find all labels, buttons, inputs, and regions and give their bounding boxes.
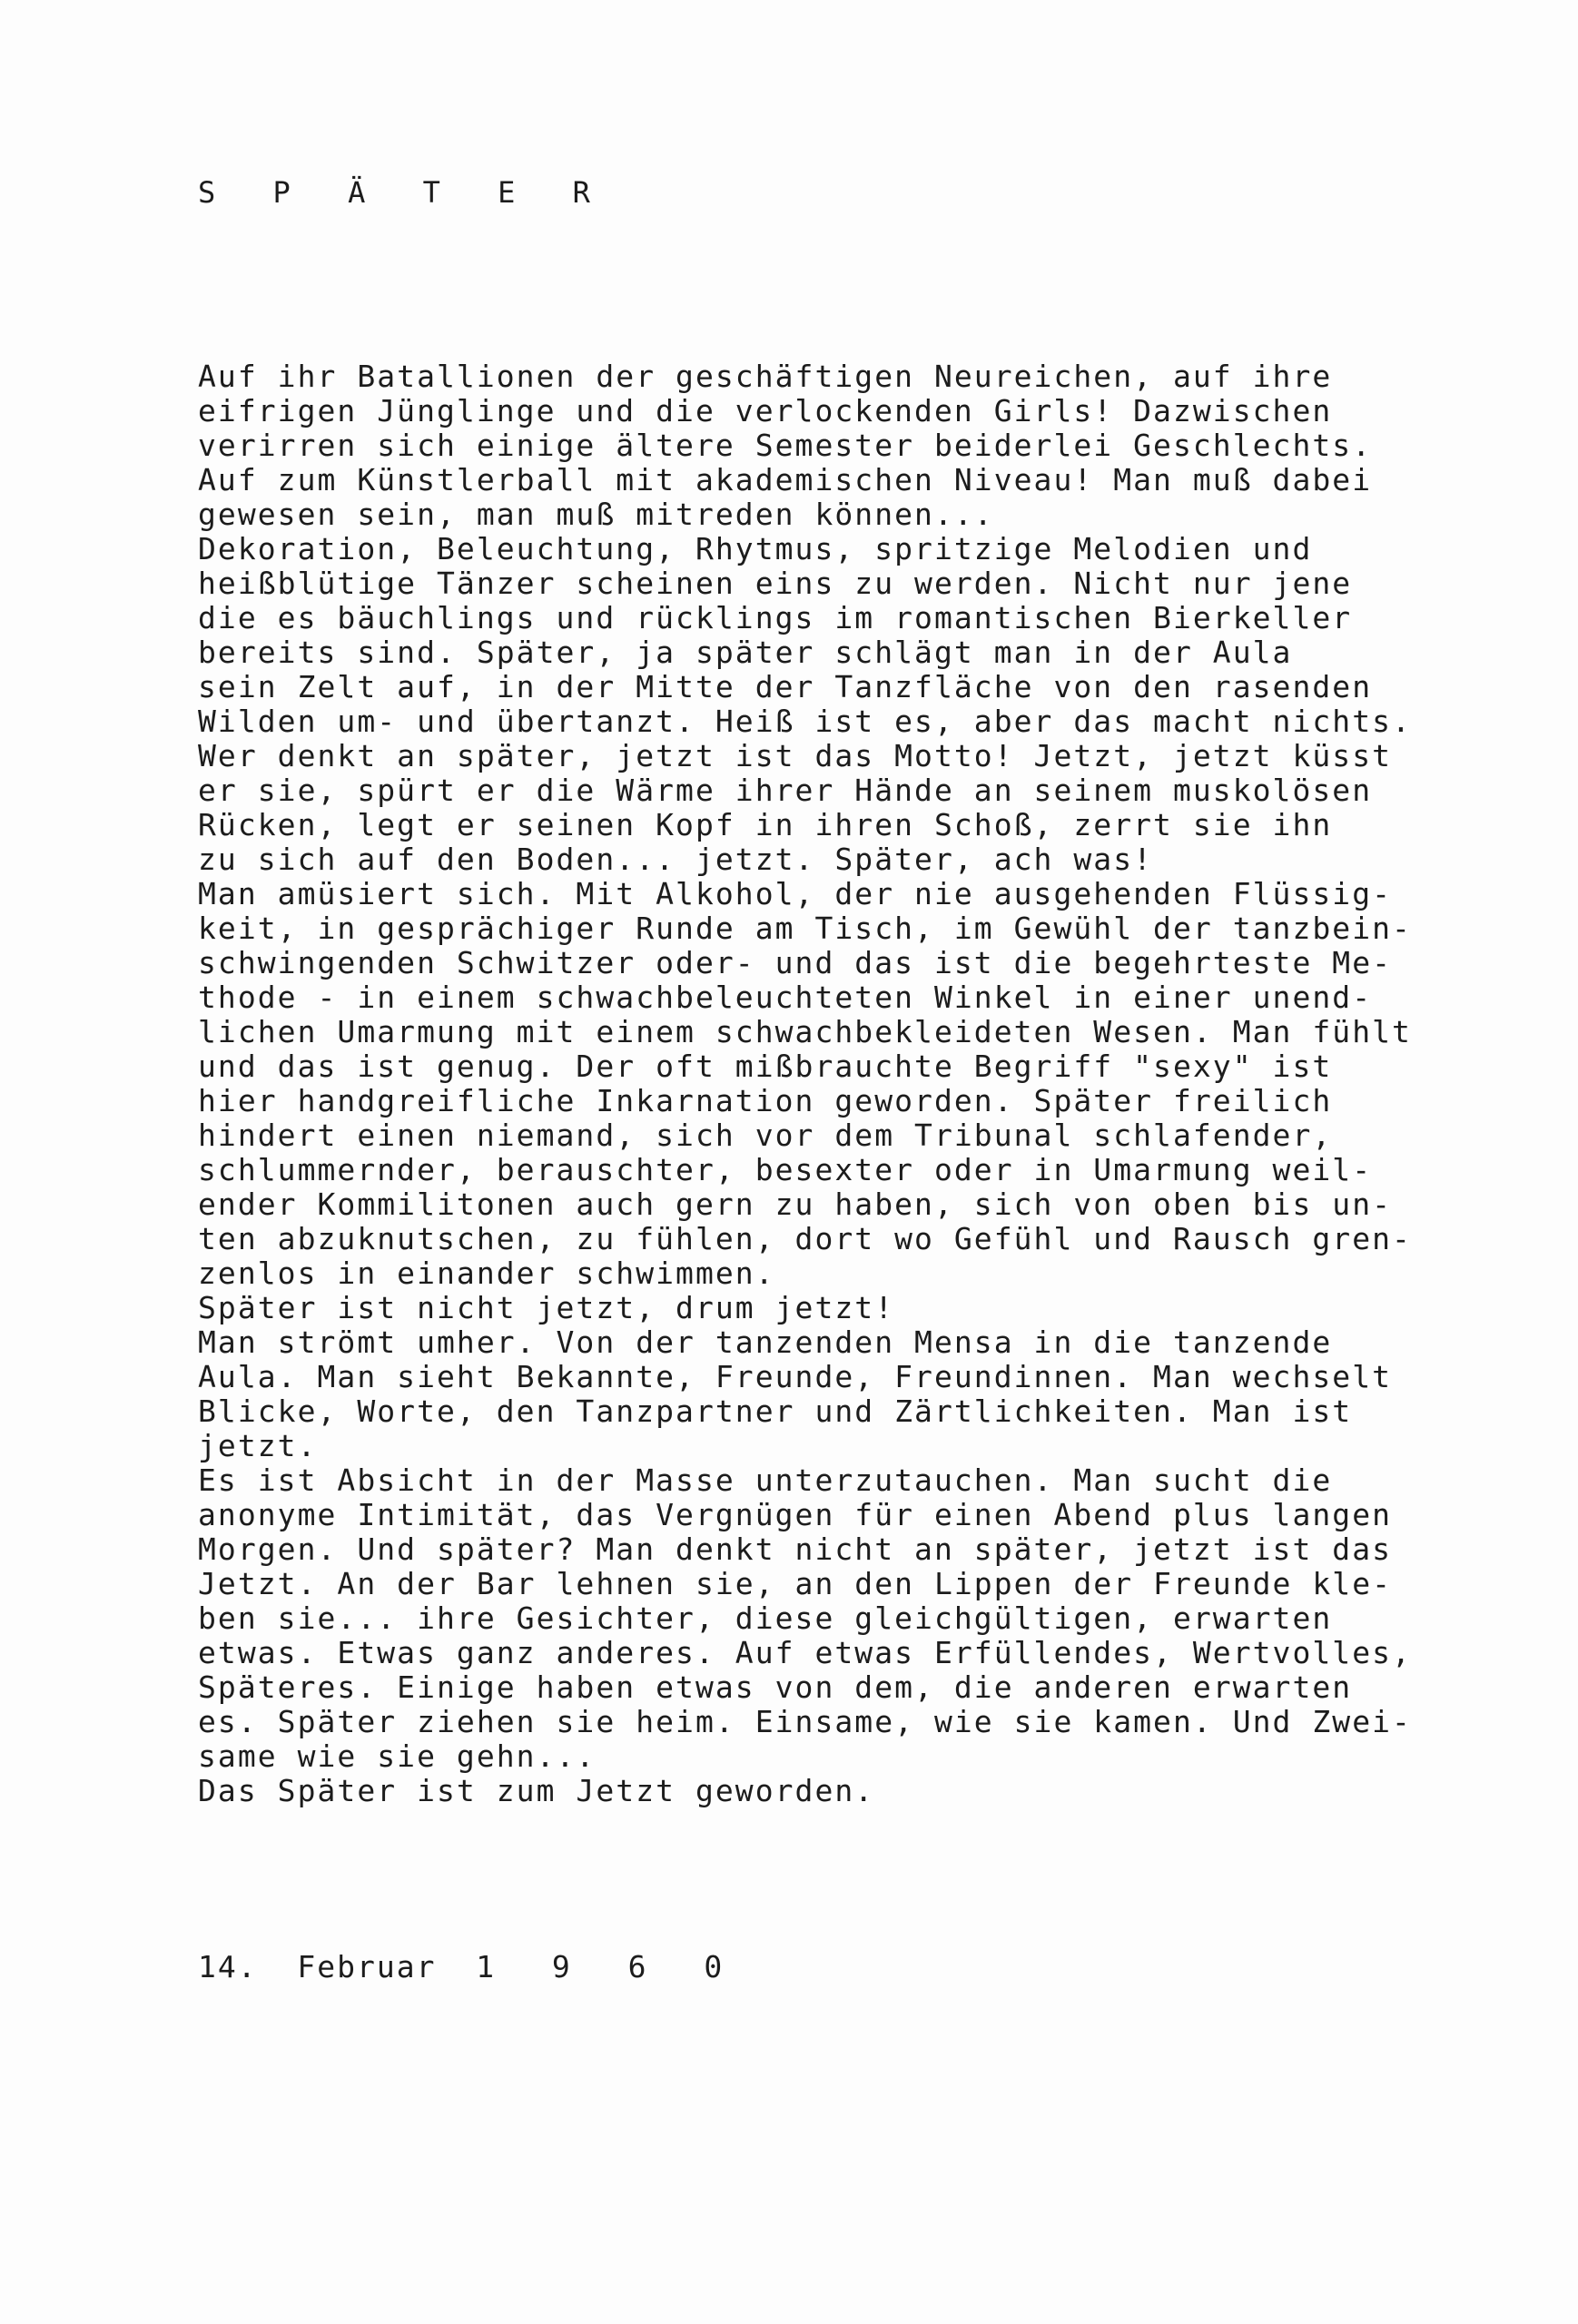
text-line: Rücken, legt er seinen Kopf in ihren Schoß, zerrt sie ihn <box>198 807 1333 842</box>
text-line: Wer denkt an später, jetzt ist das Motto! Jetzt, jetzt küsst <box>198 738 1393 773</box>
text-line: heißblütige Tänzer scheinen eins zu werden. Nicht nur jene <box>198 566 1353 601</box>
date-line <box>198 1949 742 1985</box>
text-line: zu sich auf den Boden... jetzt. Später, ach was! <box>198 842 1154 877</box>
text-line: zenlos in einander schwimmen. <box>198 1256 775 1291</box>
text-line: ten abzuknutschen, zu fühlen, dort wo Gefühl und Rausch gren- <box>198 1221 1412 1256</box>
text-line: die es bäuchlings und rücklings im romantischen Bierkeller <box>198 600 1353 635</box>
date-month: Februar <box>297 1949 437 1984</box>
text-line: Späteres. Einige haben etwas von dem, die anderen erwarten <box>198 1669 1353 1705</box>
text-line: Man amüsiert sich. Mit Alkohol, der nie ausgehenden Flüssig- <box>198 876 1393 911</box>
text-line: Auf ihr Batallionen der geschäftigen Neureichen, auf ihre <box>198 359 1333 394</box>
text-line: und das ist genug. Der oft mißbrauchte Begriff "sexy" ist <box>198 1049 1333 1084</box>
text-line: er sie, spürt er die Wärme ihrer Hände an seinem muskolösen <box>198 773 1373 808</box>
text-line: Später ist nicht jetzt, drum jetzt! <box>198 1290 895 1325</box>
text-line: Das Später ist zum Jetzt geworden. <box>198 1773 875 1808</box>
text-line: lichen Umarmung mit einem schwachbekleideten Wesen. Man fühlt <box>198 1014 1412 1049</box>
text-line: same wie sie gehn... <box>198 1738 597 1774</box>
text-line: Wilden um- und übertanzt. Heiß ist es, aber das macht nichts. <box>198 704 1412 739</box>
text-line: schwingenden Schwitzer oder- und das ist die begehrteste Me- <box>198 945 1393 980</box>
text-line: sein Zelt auf, in der Mitte der Tanzfläche von den rasenden <box>198 669 1373 704</box>
text-line: Dekoration, Beleuchtung, Rhytmus, spritzige Melodien und <box>198 531 1313 566</box>
text-line: anonyme Intimität, das Vergnügen für einen Abend plus langen <box>198 1497 1393 1532</box>
text-line: Auf zum Künstlerball mit akademischen Niveau! Man muß dabei <box>198 462 1373 497</box>
text-line: gewesen sein, man muß mitreden können... <box>198 497 994 532</box>
text-line: schlummernder, berauschter, besexter oder in Umarmung weil- <box>198 1152 1373 1187</box>
text-line: Es ist Absicht in der Masse unterzutauchen. Man sucht die <box>198 1462 1333 1498</box>
text-line: thode - in einem schwachbeleuchteten Winkel in einer unend- <box>198 980 1373 1015</box>
text-line: Morgen. Und später? Man denkt nicht an später, jetzt ist das <box>198 1531 1393 1567</box>
page-title: S P Ä T E R <box>198 175 610 210</box>
text-line: ben sie... ihre Gesichter, diese gleichgültigen, erwarten <box>198 1600 1333 1636</box>
text-line: keit, in gesprächiger Runde am Tisch, im Gewühl der tanzbein- <box>198 911 1412 946</box>
text-line: hindert einen niemand, sich vor dem Tribunal schlafender, <box>198 1118 1333 1153</box>
text-line: ender Kommilitonen auch gern zu haben, sich von oben bis un- <box>198 1187 1393 1222</box>
text-line: verirren sich einige ältere Semester beiderlei Geschlechts. <box>198 428 1373 463</box>
text-line: eifrigen Jünglinge und die verlockenden Girls! Dazwischen <box>198 393 1333 428</box>
date-day: 14. <box>198 1949 258 1984</box>
text-line: bereits sind. Später, ja später schlägt man in der Aula <box>198 635 1293 670</box>
text-line: hier handgreifliche Inkarnation geworden. Später freilich <box>198 1083 1333 1118</box>
text-line: Aula. Man sieht Bekannte, Freunde, Freundinnen. Man wechselt <box>198 1359 1393 1394</box>
body-text <box>198 359 1487 1808</box>
date-year: 1 9 6 0 <box>476 1949 743 1984</box>
text-line: Blicke, Worte, den Tanzpartner und Zärtlichkeiten. Man ist <box>198 1393 1353 1429</box>
text-line: jetzt. <box>198 1428 318 1463</box>
text-line: etwas. Etwas ganz anderes. Auf etwas Erfüllendes, Wertvolles, <box>198 1635 1412 1670</box>
text-line: Jetzt. An der Bar lehnen sie, an den Lippen der Freunde kle- <box>198 1566 1393 1601</box>
text-line: es. Später ziehen sie heim. Einsame, wie sie kamen. Und Zwei- <box>198 1704 1412 1739</box>
text-line: Man strömt umher. Von der tanzenden Mensa in die tanzende <box>198 1324 1333 1360</box>
